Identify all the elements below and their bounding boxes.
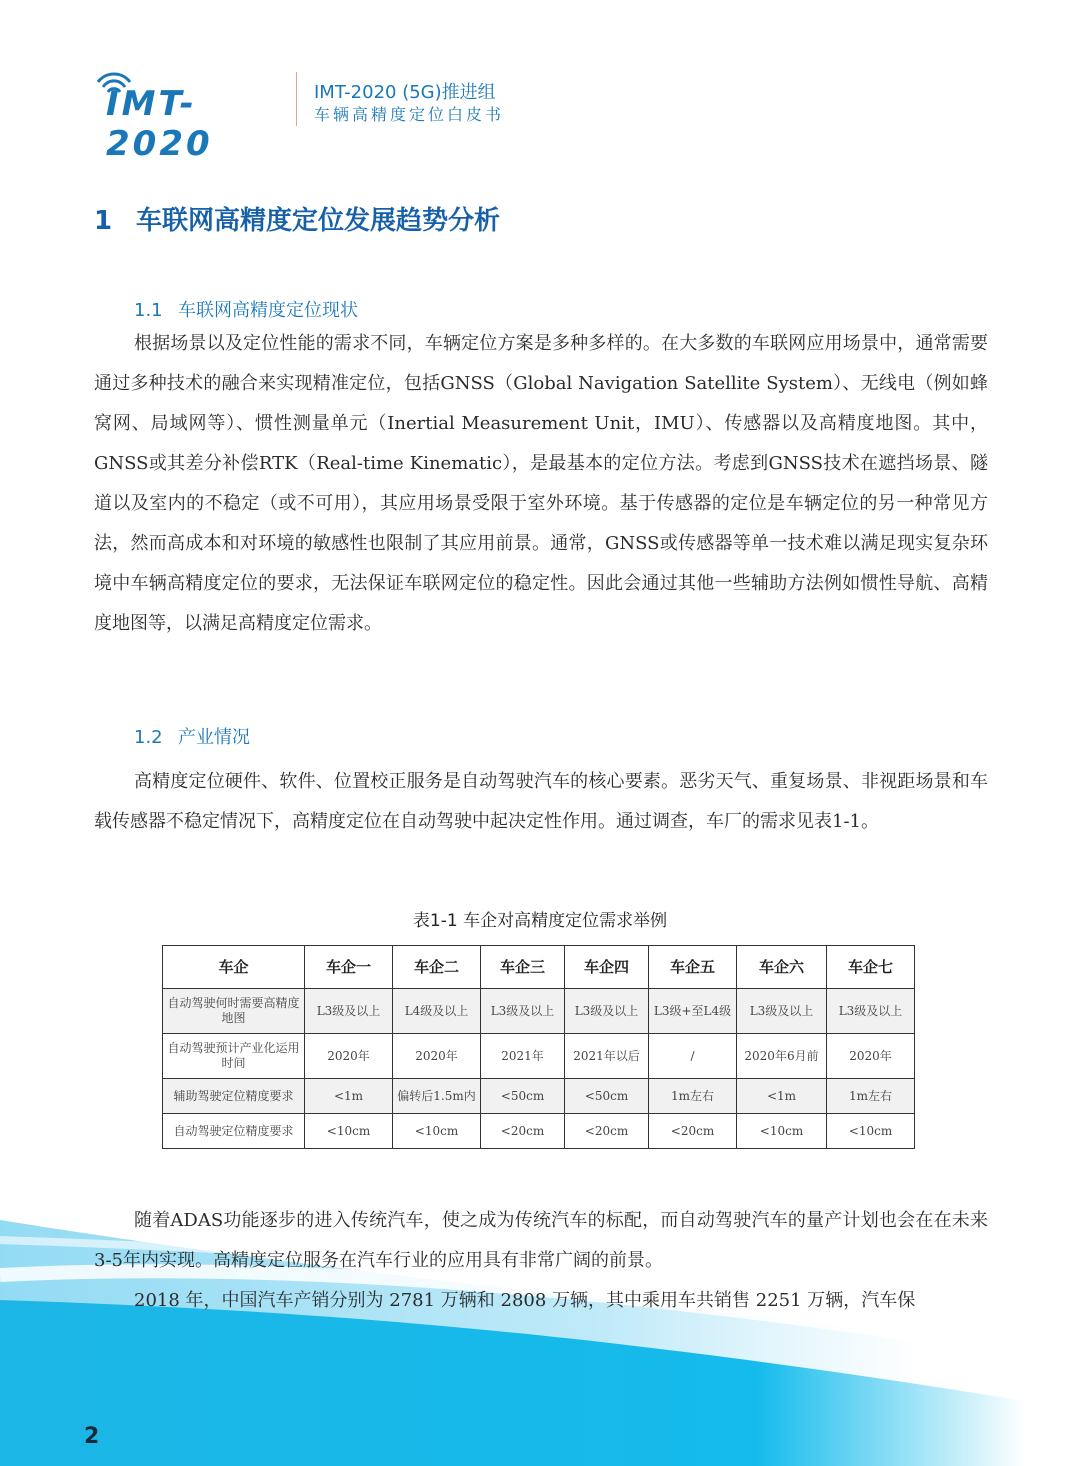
table-cell: 2020年6月前 [737,1034,827,1079]
section-number: 1.2 [134,727,163,748]
row-label: 自动驾驶定位精度要求 [163,1114,305,1149]
table-row [163,1114,915,1149]
table-cell: <50cm [565,1079,649,1114]
table-cell: 2021年以后 [565,1034,649,1079]
table-cell: 2020年 [393,1034,481,1079]
table-cell: <20cm [481,1114,565,1149]
table-header-cell: 车企二 [393,946,481,989]
table-header-row [163,946,915,989]
table-cell: L3级及以上 [737,989,827,1034]
table-header-cell: 车企一 [305,946,393,989]
table-cell: <20cm [649,1114,737,1149]
table-header-cell: 车企六 [737,946,827,989]
section-1-2-paragraph-3: 2018 年，中国汽车产销分别为 2781 万辆和 2808 万辆，其中乘用车共销售 2251 万辆，汽车保 [134,1290,916,1311]
section-1-2-paragraph-2: 随着ADAS功能逐步的进入传统汽车，使之成为传统汽车的标配，而自动驾驶汽车的量产计划也会在在未来3-5年内实现。高精度定位服务在汽车行业的应用具有非常广阔的前景。 [94,1210,988,1271]
table-cell: <10cm [305,1114,393,1149]
chapter-heading [94,200,500,237]
table-cell: <10cm [827,1114,915,1149]
row-label: 自动驾驶何时需要高精度地图 [163,989,305,1034]
row-label: 自动驾驶预计产业化运用时间 [163,1034,305,1079]
table-header-cell: 车企四 [565,946,649,989]
table-cell: 2021年 [481,1034,565,1079]
table-cell: L3级及以上 [565,989,649,1034]
table-cell: <50cm [481,1079,565,1114]
page-number: 2 [84,1424,100,1449]
table-row [163,1079,915,1114]
imt2020-logo [92,68,282,164]
table-cell: <20cm [565,1114,649,1149]
section-title: 产业情况 [178,727,250,748]
table-cell: <1m [737,1079,827,1114]
chapter-title: 车联网高精度定位发展趋势分析 [136,206,501,236]
table-header-cell: 车企三 [481,946,565,989]
table-header-cell: 车企 [163,946,305,989]
table-cell: <10cm [393,1114,481,1149]
table-cell: L3级+至L4级 [649,989,737,1034]
table-cell: L3级及以上 [481,989,565,1034]
section-title: 车联网高精度定位现状 [178,300,358,321]
table-cell: 偏转后1.5m内 [393,1079,481,1114]
table-cell: 1m左右 [649,1079,737,1114]
section-1-1-paragraph: 根据场景以及定位性能的需求不同，车辆定位方案是多种多样的。在大多数的车联网应用场景中，通常需要通过多种技术的融合来实现精准定位，包括GNSS（Global Navigation Satellite System）、无线电（例如蜂窝网、局域网等）、惯性测量单元（Inertial Measurement Unit，IMU）、传感器以及高精度地图。其中，GNSS或其差分补偿RTK（Real-time Kinematic），是最基本的定位方法。考虑到GNSS技术在遮挡场景、隧道以及室内的不稳定（或不可用），其应用场景受限于室外环境。基于传感器的定位是车辆定位的另一种常见方法，然而高成本和对环境的敏感性也限制了其应用前景。通常，GNSS或传感器等单一技术难以满足现实复杂环境中车辆高精度定位的要求，无法保证车联网定位的稳定性。因此会通过其他一些辅助方法例如惯性导航、高精度地图等，以满足高精度定位需求。 [94,333,988,634]
section-1-2-paragraph-1: 高精度定位硬件、软件、位置校正服务是自动驾驶汽车的核心要素。恶劣天气、重复场景、非视距场景和车载传感器不稳定情况下，高精度定位在自动驾驶中起决定性作用。通过调查，车厂的需求见表1-1。 [94,771,988,832]
table-cell: <10cm [737,1114,827,1149]
table-header-cell: 车企七 [827,946,915,989]
header-title: IMT-2020 (5G)推进组 [314,82,496,103]
table-cell: / [649,1034,737,1079]
table-cell: L4级及以上 [393,989,481,1034]
chapter-number: 1 [94,206,113,236]
section-heading-1-2 [134,723,250,749]
requirements-table [162,945,915,1149]
section-heading-1-1 [134,296,358,322]
table-row [163,989,915,1034]
table-cell: 1m左右 [827,1079,915,1114]
table-cell: <1m [305,1079,393,1114]
table-header-cell: 车企五 [649,946,737,989]
logo-text: IMT-2020 [106,84,213,164]
table-cell: 2020年 [827,1034,915,1079]
table-row [163,1034,915,1079]
table-cell: L3级及以上 [827,989,915,1034]
table-cell: 2020年 [305,1034,393,1079]
row-label: 辅助驾驶定位精度要求 [163,1079,305,1114]
table-cell: L3级及以上 [305,989,393,1034]
section-number: 1.1 [134,300,163,321]
table-caption: 表1-1 车企对高精度定位需求举例 [412,911,668,931]
header-subtitle: 车辆高精度定位白皮书 [314,105,505,124]
header-divider [296,72,297,126]
